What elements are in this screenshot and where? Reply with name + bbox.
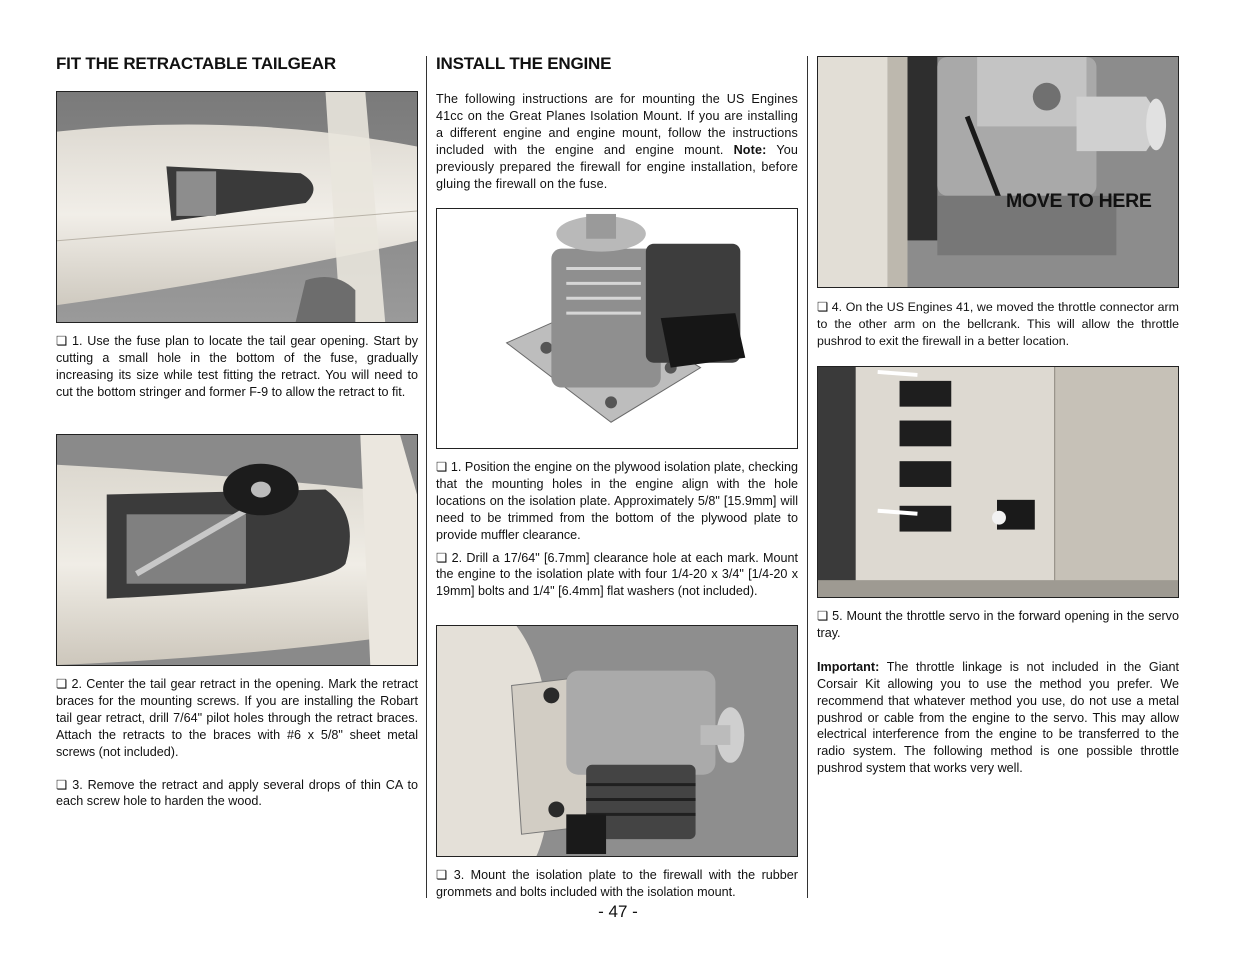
photo-engine-on-firewall <box>436 625 798 857</box>
step-text-engine-2: ❏ 2. Drill a 17/64" [6.7mm] clearance hole at each mark. Mount the engine to the isolation plate with four 1/4-20 x 3/4" [1/4-20 x 19mm] bolts and 1/4" [6.4mm] flat washers (not included). <box>436 550 798 599</box>
important-label: Important: <box>817 659 880 674</box>
intro-text-engine <box>436 91 798 192</box>
photo-servo-tray <box>817 366 1179 598</box>
photo-tailgear-opening <box>56 91 418 323</box>
note-label: Note: <box>733 142 767 157</box>
step-text-engine-3: ❏ 3. Mount the isolation plate to the firewall with the rubber grommets and bolts included with the isolation mount. <box>436 868 798 899</box>
step-text-throttle-4: ❏ 4. On the US Engines 41, we moved the throttle connector arm to the other arm on the bellcrank. This will allow the throttle pushrod to exit the firewall in a better location. <box>817 300 1179 348</box>
column-divider-left <box>426 56 427 898</box>
step-text-throttle-5: ❏ 5. Mount the throttle servo in the forward opening in the servo tray. <box>817 609 1179 640</box>
column-divider-right <box>807 56 808 898</box>
step-text-tailgear-2: ❏ 2. Center the tail gear retract in the opening. Mark the retract braces for the mounting screws. If you are installing the Robart tail gear retract, drill 7/64" pilot holes through the retract braces. Attach the retracts to the braces with #6 x 5/8" sheet metal screws (not included). <box>56 677 418 759</box>
step-text-engine-1: ❏ 1. Position the engine on the plywood isolation plate, checking that the mounting holes in the engine align with the hole locations on the isolation plate. Approximately 5/8" [15.9mm] will need to be trimmed from the bottom of the plywood plate to provide muffler clearance. <box>436 460 798 542</box>
important-text: The throttle linkage is not included in the Giant Corsair Kit allowing you to use the method you prefer. We recommend that whatever method you use, do not use a metal pushrod or cable from the engine to the servo. This may allow electrical interference from the engine to be transferred to the radio system. The following method is one possible throttle pushrod system that works very well. <box>817 659 1179 776</box>
photo-engine-on-plate <box>436 208 798 449</box>
important-paragraph <box>817 659 1179 777</box>
photo-tailgear-retract <box>56 434 418 666</box>
step-text-tailgear-3: ❏ 3. Remove the retract and apply several drops of thin CA to each screw hole to harden the wood. <box>56 777 418 809</box>
section-heading-engine: INSTALL THE ENGINE <box>436 54 612 73</box>
photo-throttle-arm <box>817 56 1179 288</box>
intro-text-a: The following instructions are for mounting the US Engines 41cc on the Great Planes Isolation Mount. If you are installing a different engine and engine mount, follow the instructions included with the engine and engine mount. <box>436 92 798 157</box>
photo-caption-move-to-here: MOVE TO HERE <box>1006 190 1152 212</box>
page-number: - 47 - <box>598 902 638 921</box>
section-heading-tailgear: FIT THE RETRACTABLE TAILGEAR <box>56 54 336 73</box>
step-text-tailgear-1: ❏ 1. Use the fuse plan to locate the tail gear opening. Start by cutting a small hole in the bottom of the fuse, gradually increasing its size while test fitting the retract. You will need to cut the bottom stringer and former F-9 to allow the retract to fit. <box>56 334 418 399</box>
intro-text-b: You previously prepared the firewall for engine installation, before gluing the firewall on the fuse. <box>436 142 799 191</box>
